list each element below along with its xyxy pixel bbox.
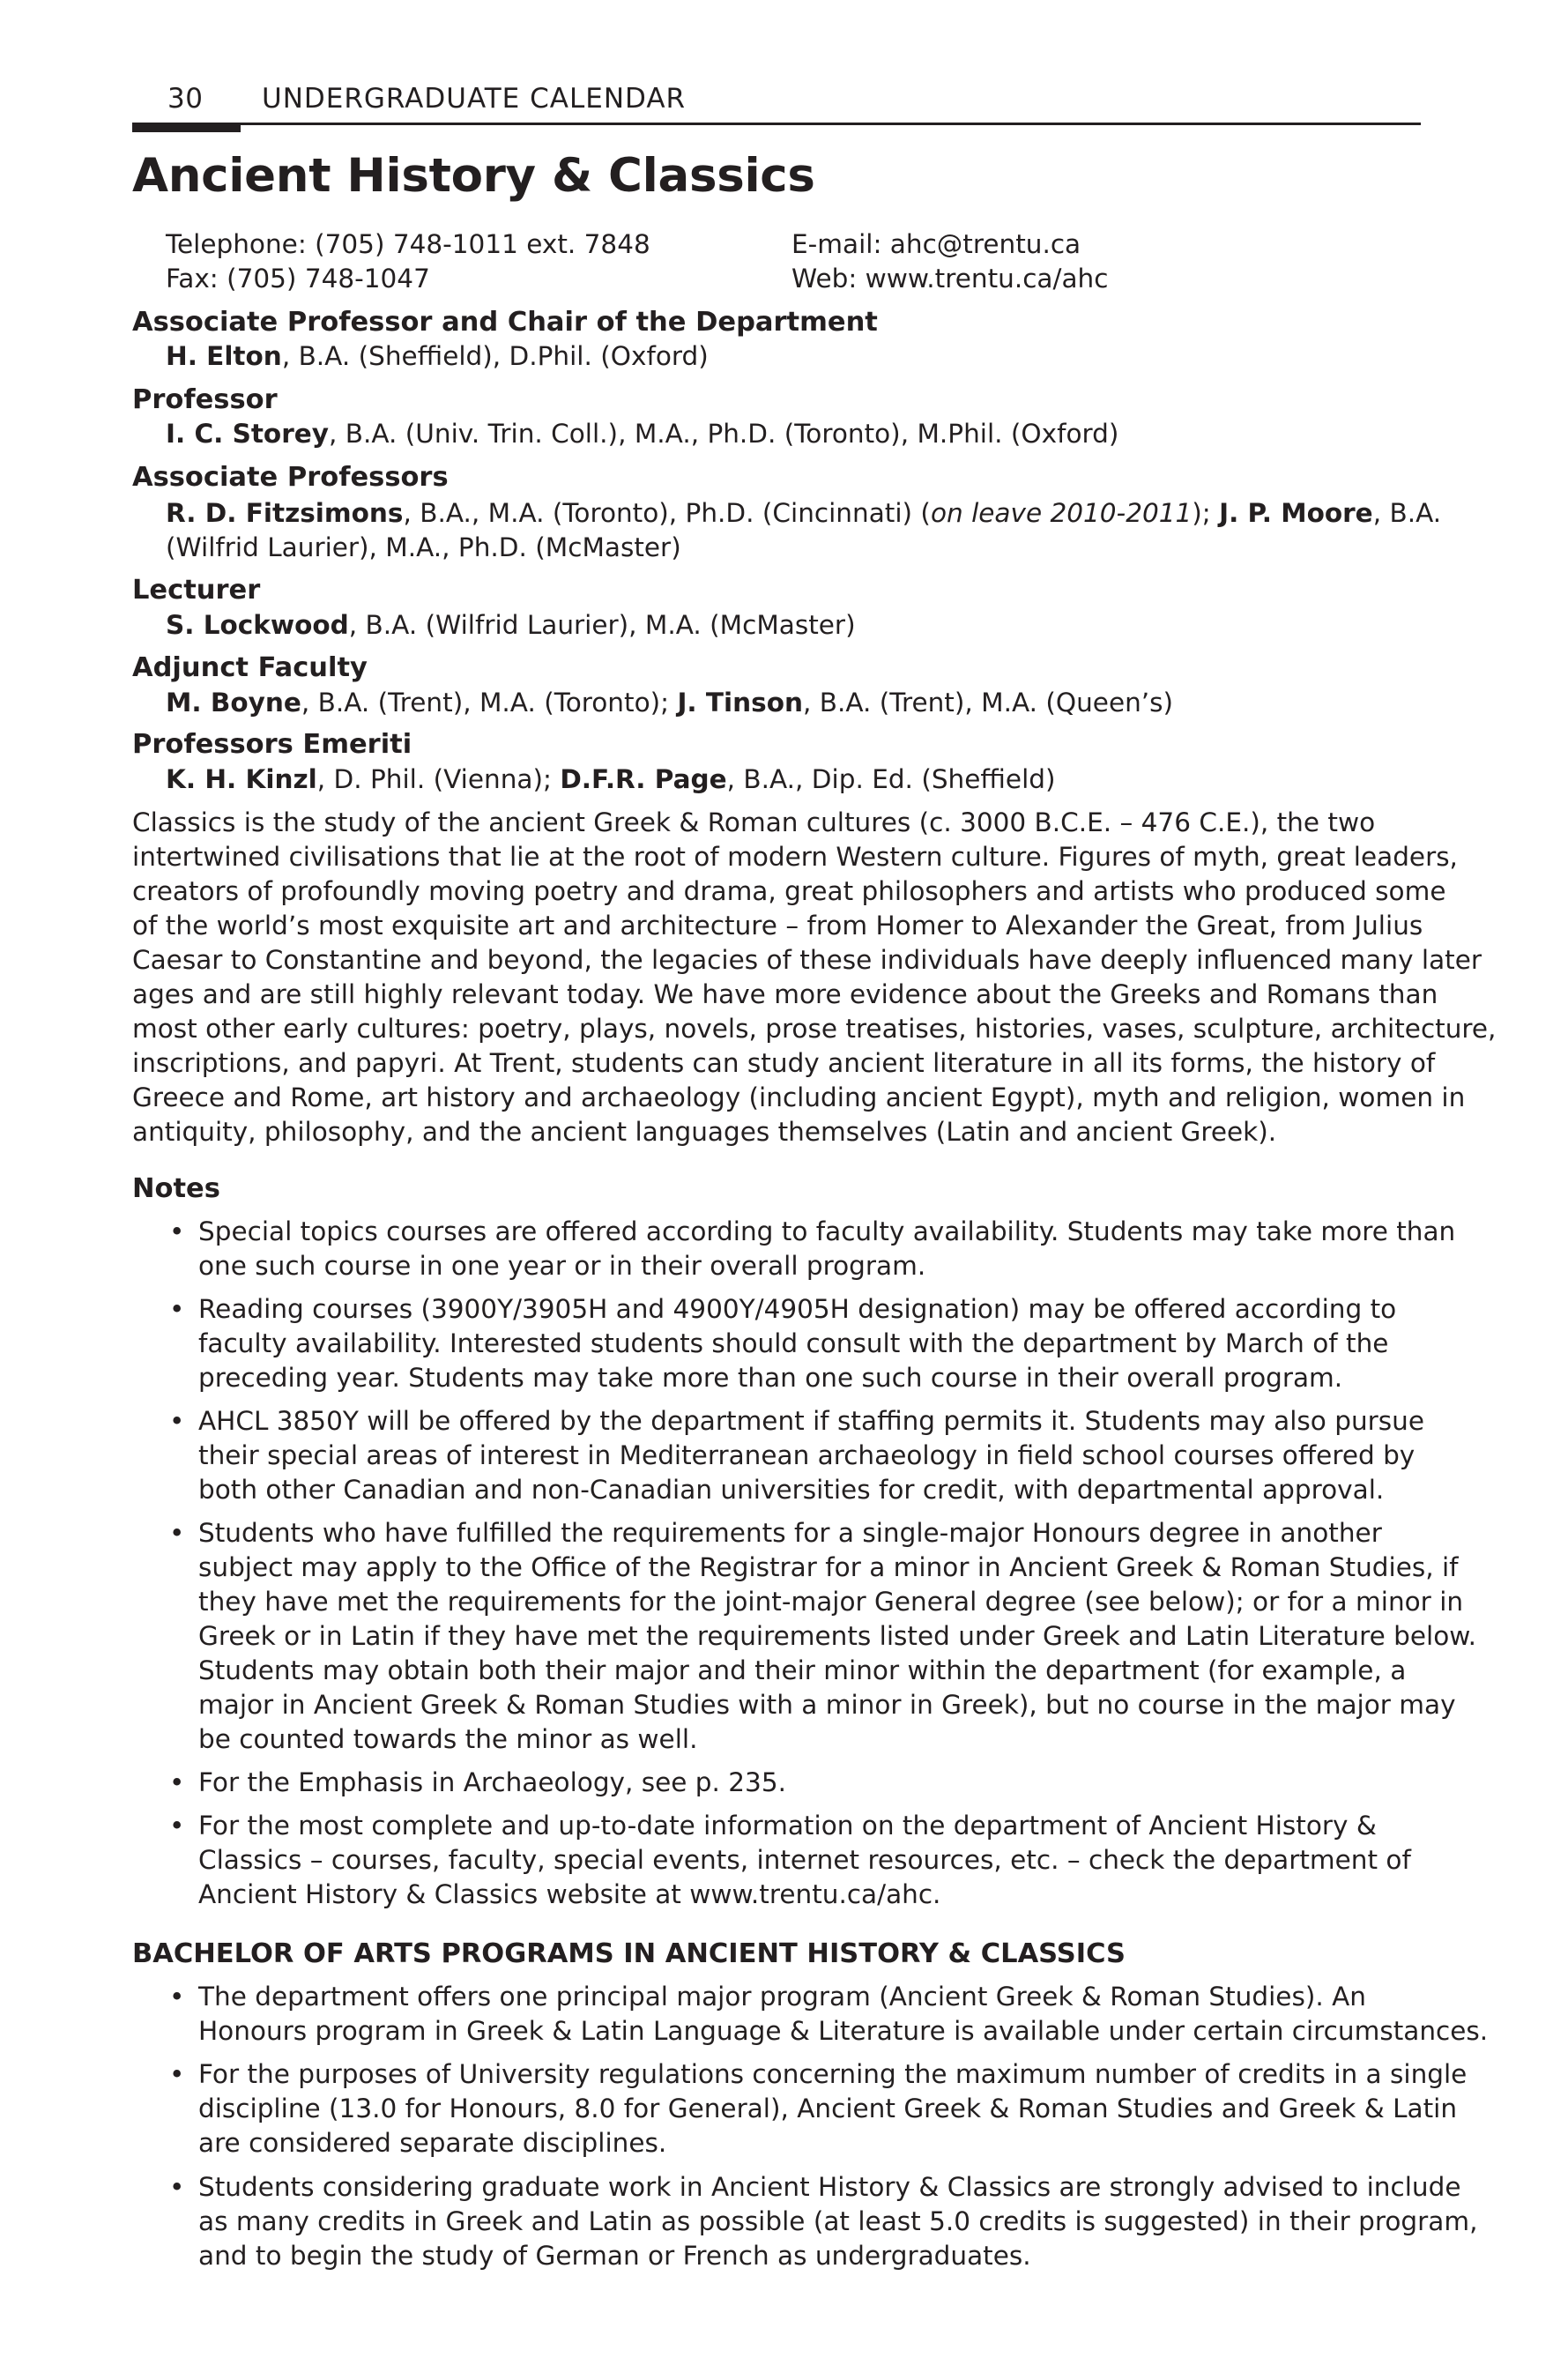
- page-number: 30: [167, 83, 204, 115]
- emeriti-heading: Professors Emeriti: [132, 729, 412, 760]
- list-item-line: Honours program in Greek & Latin Language & Literature is available under certain circumstances.: [198, 2016, 1489, 2046]
- bullet-icon: •: [169, 1811, 185, 1841]
- list-item-line: The department offers one principal major program (Ancient Greek & Roman Studies). An: [198, 1982, 1366, 2012]
- list-item-line: Students considering graduate work in Ancient History & Classics are strongly advised to include: [198, 2172, 1461, 2202]
- faculty-credentials: , B.A. (Trent), M.A. (Toronto);: [301, 688, 678, 718]
- paragraph-line: antiquity, philosophy, and the ancient languages themselves (Latin and ancient Greek).: [132, 1117, 1277, 1147]
- list-item-line: are considered separate disciplines.: [198, 2128, 667, 2158]
- bullet-icon: •: [169, 1406, 185, 1436]
- running-header: [132, 81, 1421, 125]
- faculty-name: I. C. Storey: [166, 419, 329, 449]
- faculty-lecturer: [166, 610, 856, 641]
- faculty-credentials: , B.A.: [1372, 498, 1442, 528]
- list-item-line: Greek or in Latin if they have met the requirements listed under Greek and Latin Literature below.: [198, 1621, 1477, 1651]
- list-item-line: AHCL 3850Y will be offered by the department if staffing permits it. Students may also pursue: [198, 1406, 1424, 1436]
- chair-heading: Associate Professor and Chair of the Department: [132, 307, 878, 338]
- adjunct-heading: Adjunct Faculty: [132, 652, 368, 683]
- list-item-line: Special topics courses are offered according to faculty availability. Students may take more than: [198, 1216, 1456, 1246]
- bullet-icon: •: [169, 2172, 185, 2202]
- bullet-icon: •: [169, 1518, 185, 1548]
- faculty-name: J. Tinson: [677, 688, 803, 718]
- faculty-credentials: , D. Phil. (Vienna);: [316, 764, 561, 794]
- paragraph-line: inscriptions, and papyri. At Trent, students can study ancient literature in all its forms, the history of: [132, 1048, 1436, 1078]
- list-item-line: major in Ancient Greek & Roman Studies with a minor in Greek), but no course in the major may: [198, 1690, 1456, 1720]
- paragraph-line: of the world’s most exquisite art and architecture – from Homer to Alexander the Great, from Julius: [132, 911, 1423, 941]
- professor-heading: Professor: [132, 384, 278, 415]
- leave-note: on leave 2010-2011: [930, 498, 1193, 528]
- bullet-icon: •: [169, 1216, 185, 1246]
- faculty-associates-cont: (Wilfrid Laurier), M.A., Ph.D. (McMaster): [166, 532, 681, 562]
- faculty-credentials: , B.A., M.A. (Toronto), Ph.D. (Cincinnati) (: [403, 498, 931, 528]
- faculty-adjunct: [166, 688, 1173, 718]
- paragraph-line: Caesar to Constantine and beyond, the legacies of these individuals have deeply influenced many later: [132, 945, 1482, 975]
- faculty-name: S. Lockwood: [166, 610, 349, 640]
- telephone: Telephone: (705) 748-1011 ext. 7848: [166, 229, 650, 259]
- list-item-line: and to begin the study of German or French as undergraduates.: [198, 2241, 1031, 2271]
- faculty-associates: [166, 498, 1441, 529]
- website: Web: www.trentu.ca/ahc: [791, 264, 1109, 294]
- bullet-icon: •: [169, 2059, 185, 2089]
- bullet-icon: •: [169, 1982, 185, 2012]
- faculty-emeriti: [166, 764, 1056, 795]
- list-item-line: For the Emphasis in Archaeology, see p. 235.: [198, 1767, 786, 1797]
- page-title: Ancient History & Classics: [132, 149, 815, 203]
- faculty-credentials: , B.A. (Sheffield), D.Phil. (Oxford): [281, 341, 709, 371]
- paragraph-line: most other early cultures: poetry, plays, novels, prose treatises, histories, vases, sculpture, architecture,: [132, 1014, 1497, 1044]
- faculty-credentials: , B.A. (Univ. Trin. Coll.), M.A., Ph.D. (Toronto), M.Phil. (Oxford): [328, 419, 1119, 449]
- faculty-name: J. P. Moore: [1219, 498, 1373, 528]
- faculty-name: H. Elton: [166, 341, 282, 371]
- notes-heading: Notes: [132, 1173, 220, 1204]
- programs-heading: BACHELOR OF ARTS PROGRAMS IN ANCIENT HISTORY & CLASSICS: [132, 1938, 1126, 1969]
- list-item-line: subject may apply to the Office of the Registrar for a minor in Ancient Greek & Roman Studies, if: [198, 1552, 1459, 1582]
- faculty-name: D.F.R. Page: [560, 764, 727, 794]
- lecturer-heading: Lecturer: [132, 575, 261, 606]
- bullet-icon: •: [169, 1294, 185, 1324]
- paragraph-line: intertwined civilisations that lie at the root of modern Western culture. Figures of myth, great leaders,: [132, 842, 1458, 872]
- list-item-line: both other Canadian and non-Canadian universities for credit, with departmental approval.: [198, 1475, 1385, 1505]
- faculty-professor: [166, 419, 1118, 450]
- list-item-line: faculty availability. Interested students should consult with the department by March of the: [198, 1328, 1389, 1358]
- list-item-line: Students who have fulfilled the requirements for a single-major Honours degree in another: [198, 1518, 1382, 1548]
- list-item-line: they have met the requirements for the joint-major General degree (see below); or for a minor in: [198, 1587, 1464, 1617]
- list-item-line: Students may obtain both their major and their minor within the department (for example, a: [198, 1655, 1407, 1685]
- email: E-mail: ahc@trentu.ca: [791, 229, 1081, 259]
- list-item-line: For the purposes of University regulations concerning the maximum number of credits in a single: [198, 2059, 1468, 2089]
- paragraph-line: creators of profoundly moving poetry and drama, great philosophers and artists who produced some: [132, 876, 1446, 906]
- list-item-line: Ancient History & Classics website at www.trentu.ca/ahc.: [198, 1879, 941, 1909]
- running-title: UNDERGRADUATE CALENDAR: [262, 83, 687, 115]
- paragraph-line: ages and are still highly relevant today. We have more evidence about the Greeks and Romans than: [132, 979, 1438, 1009]
- list-item-line: Reading courses (3900Y/3905H and 4900Y/4905H designation) may be offered according to: [198, 1294, 1397, 1324]
- faculty-credentials: , B.A., Dip. Ed. (Sheffield): [726, 764, 1056, 794]
- faculty-credentials: , B.A. (Trent), M.A. (Queen’s): [802, 688, 1174, 718]
- faculty-credentials: , B.A. (Wilfrid Laurier), M.A. (McMaster): [348, 610, 856, 640]
- faculty-name: R. D. Fitzsimons: [166, 498, 404, 528]
- list-item-line: be counted towards the minor as well.: [198, 1724, 698, 1754]
- list-item-line: discipline (13.0 for Honours, 8.0 for General), Ancient Greek & Roman Studies and Greek & Latin: [198, 2094, 1458, 2123]
- faculty-name: M. Boyne: [166, 688, 301, 718]
- paragraph-line: Classics is the study of the ancient Greek & Roman cultures (c. 3000 B.C.E. – 476 C.E.), the two: [132, 807, 1376, 837]
- faculty-chair: [166, 341, 709, 372]
- list-item-line: one such course in one year or in their overall program.: [198, 1251, 926, 1281]
- header-rule: [132, 123, 1421, 125]
- punctuation: );: [1192, 498, 1220, 528]
- list-item-line: For the most complete and up-to-date information on the department of Ancient History &: [198, 1811, 1377, 1841]
- associate-heading: Associate Professors: [132, 462, 449, 493]
- list-item-line: their special areas of interest in Mediterranean archaeology in field school courses offered by: [198, 1440, 1416, 1470]
- list-item-line: preceding year. Students may take more than one such course in their overall program.: [198, 1363, 1343, 1393]
- header-tab-marker: [132, 123, 241, 132]
- bullet-icon: •: [169, 1767, 185, 1797]
- list-item-line: as many credits in Greek and Latin as possible (at least 5.0 credits is suggested) in their program,: [198, 2206, 1478, 2236]
- list-item-line: Classics – courses, faculty, special events, internet resources, etc. – check the department of: [198, 1845, 1411, 1875]
- paragraph-line: Greece and Rome, art history and archaeology (including ancient Egypt), myth and religion, women in: [132, 1082, 1466, 1112]
- fax: Fax: (705) 748-1047: [166, 264, 430, 294]
- faculty-name: K. H. Kinzl: [166, 764, 317, 794]
